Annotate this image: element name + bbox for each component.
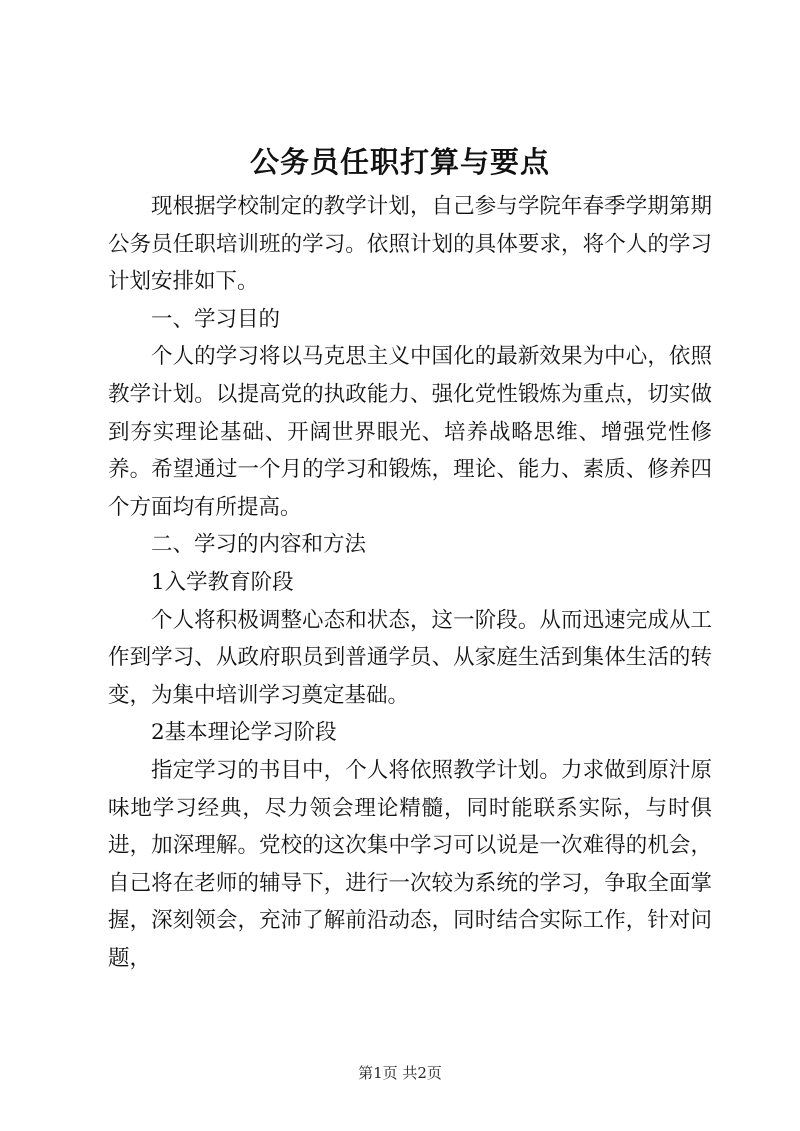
page-number-footer: 第1页 共2页: [358, 1064, 442, 1082]
document-title: 公务员任职打算与要点: [249, 145, 550, 179]
section-heading-content-methods: 二、学习的内容和方法: [151, 532, 367, 558]
paragraph-intro: 现根据学校制定的教学计划，自己参与学院年春季学期第期公务员任职培训班的学习。依照计划的具体要求，将个人的学习计划安排如下。: [108, 194, 712, 295]
paragraph-purpose: 个人的学习将以马克思主义中国化的最新效果为中心，依照教学计划。以提高党的执政能力、强化党性锻炼为重点，切实做到夯实理论基础、开阔世界眼光、培养战略思维、增强党性修养。希望通过一个月的学习和锻炼，理论、能力、素质、修养四个方面均有所提高。: [108, 344, 712, 520]
subheading-theory-stage: 2基本理论学习阶段: [151, 720, 337, 746]
section-heading-purpose: 一、学习目的: [151, 306, 281, 332]
paragraph-theory-stage: 指定学习的书目中，个人将依照教学计划。力求做到原汁原味地学习经典，尽力领会理论精髓，同时能联系实际，与时俱进，加深理解。党校的这次集中学习可以说是一次难得的机会，自己将在老师的辅导下，进行一次较为系统的学习，争取全面掌握，深刻领会，充沛了解前沿动态，同时结合实际工作，针对问题，: [108, 757, 712, 971]
document-body: [108, 188, 712, 977]
subheading-orientation-stage: 1入学教育阶段: [151, 569, 294, 595]
paragraph-orientation-stage: 个人将积极调整心态和状态，这一阶段。从而迅速完成从工作到学习、从政府职员到普通学员、从家庭生活到集体生活的转变，为集中培训学习奠定基础。: [108, 607, 712, 708]
